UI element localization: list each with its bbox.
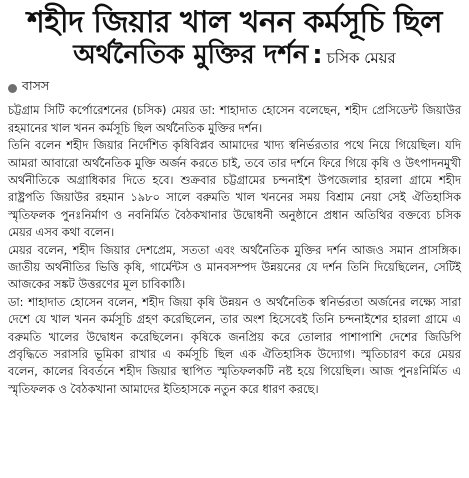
paragraph-2: তিনি বলেন শহীদ জিয়ার নির্দেশিত কৃষিবিপ্লব আমাদের খাদ্য স্বনির্ভরতার পথে নিয়ে গিয়েছিল। যদি আমরা আবারো অর্থনৈতিক মুক্তি অর্জন করতে চাই, তবে তার দর্শনে ফিরে গিয়ে কৃষি ও উৎপাদনমুখী অর্থনীতিকে অগ্রাধিকার দিতে হবে। শুক্রবার চট্টগ্রামের চন্দনাইশ উপজেলার হারলা গ্রামে শহীদ রাষ্ট্রপতি জিয়াউর রহমান ১৯৮০ সালে বরুমতি খাল খননের সময় বিশ্রাম নেয়া সেই ঐতিহাসিক স্মৃতিফলক পুনঃনির্মাণ ও নবনির্মিত বৈঠকখানার উদ্বোধনী অনুষ্ঠানে প্রধান অতিথির বক্তব্যে চসিক মেয়র এসব কথা বলেন। xyxy=(8,138,461,240)
bullet-icon xyxy=(8,84,17,93)
headline-line-2: অর্থনৈতিক মুক্তির দর্শন xyxy=(73,39,309,70)
paragraph-1: চট্টগ্রাম সিটি কর্পোরেশনের (চসিক) মেয়র ডা: শাহাদাত হোসেন বলেছেন, শহীদ প্রেসিডেন্ট জিয়াউর রহমানের খাল খনন কর্মসূচি ছিল অর্থনৈতিক মুক্তির দর্শন। xyxy=(8,103,461,135)
headline-speaker: চসিক মেয়র xyxy=(326,48,396,67)
headline-line-2-row xyxy=(8,41,461,71)
byline xyxy=(8,78,461,98)
article-body xyxy=(8,102,461,398)
paragraph-3: মেয়র বলেন, শহীদ জিয়ার দেশপ্রেম, সততা এবং অর্থনৈতিক মুক্তির দর্শন আজও সমান প্রাসঙ্গিক। জাতীয় অর্থনীতির ভিত্তি কৃষি, গার্মেন্টস ও মানবসম্পদ উন্নয়নের যে দর্শন তিনি দিয়েছিলেন, সেটিই আজকের সঙ্কট উত্তরণের মূল চাবিকাঠি। xyxy=(8,242,461,292)
headline-line-1: শহীদ জিয়ার খাল খনন কর্মসূচি ছিল xyxy=(27,5,442,40)
paragraph-4: ডা: শাহাদাত হোসেন বলেন, শহীদ জিয়া কৃষি উন্নয়ন ও অর্থনৈতিক স্বনির্ভরতা অর্জনের লক্ষ্যে সারা দেশে যে খাল খনন কর্মসূচি গ্রহণ করেছিলেন, তার অংশ হিসেবেই তিনি চন্দনাইশের হারলা গ্রামে এ বরুমতি খালের উদ্বোধন করেছিলেন। কৃষিকে জনপ্রিয় করে তোলার পাশাপাশি দেশের জিডিপি প্রবৃদ্ধিতে সরাসরি ভূমিকা রাখার এ কর্মসূচি ছিল এক ঐতিহাসিক উদ্যোগ। স্মৃতিচারণ করে মেয়র বলেন, কালের বিবর্তনে শহীদ জিয়ার স্থাপিত স্মৃতিফলকটি নষ্ট হয়ে গিয়েছিল। আজ পুনঃনির্মিত এ স্মৃতিফলক ও বৈঠকখানা আমাদের ইতিহাসকে নতুন করে ধারণ করছে। xyxy=(8,294,461,396)
headline-colon: : xyxy=(312,39,323,70)
source-label: বাসস xyxy=(22,78,50,94)
headline xyxy=(8,6,461,70)
